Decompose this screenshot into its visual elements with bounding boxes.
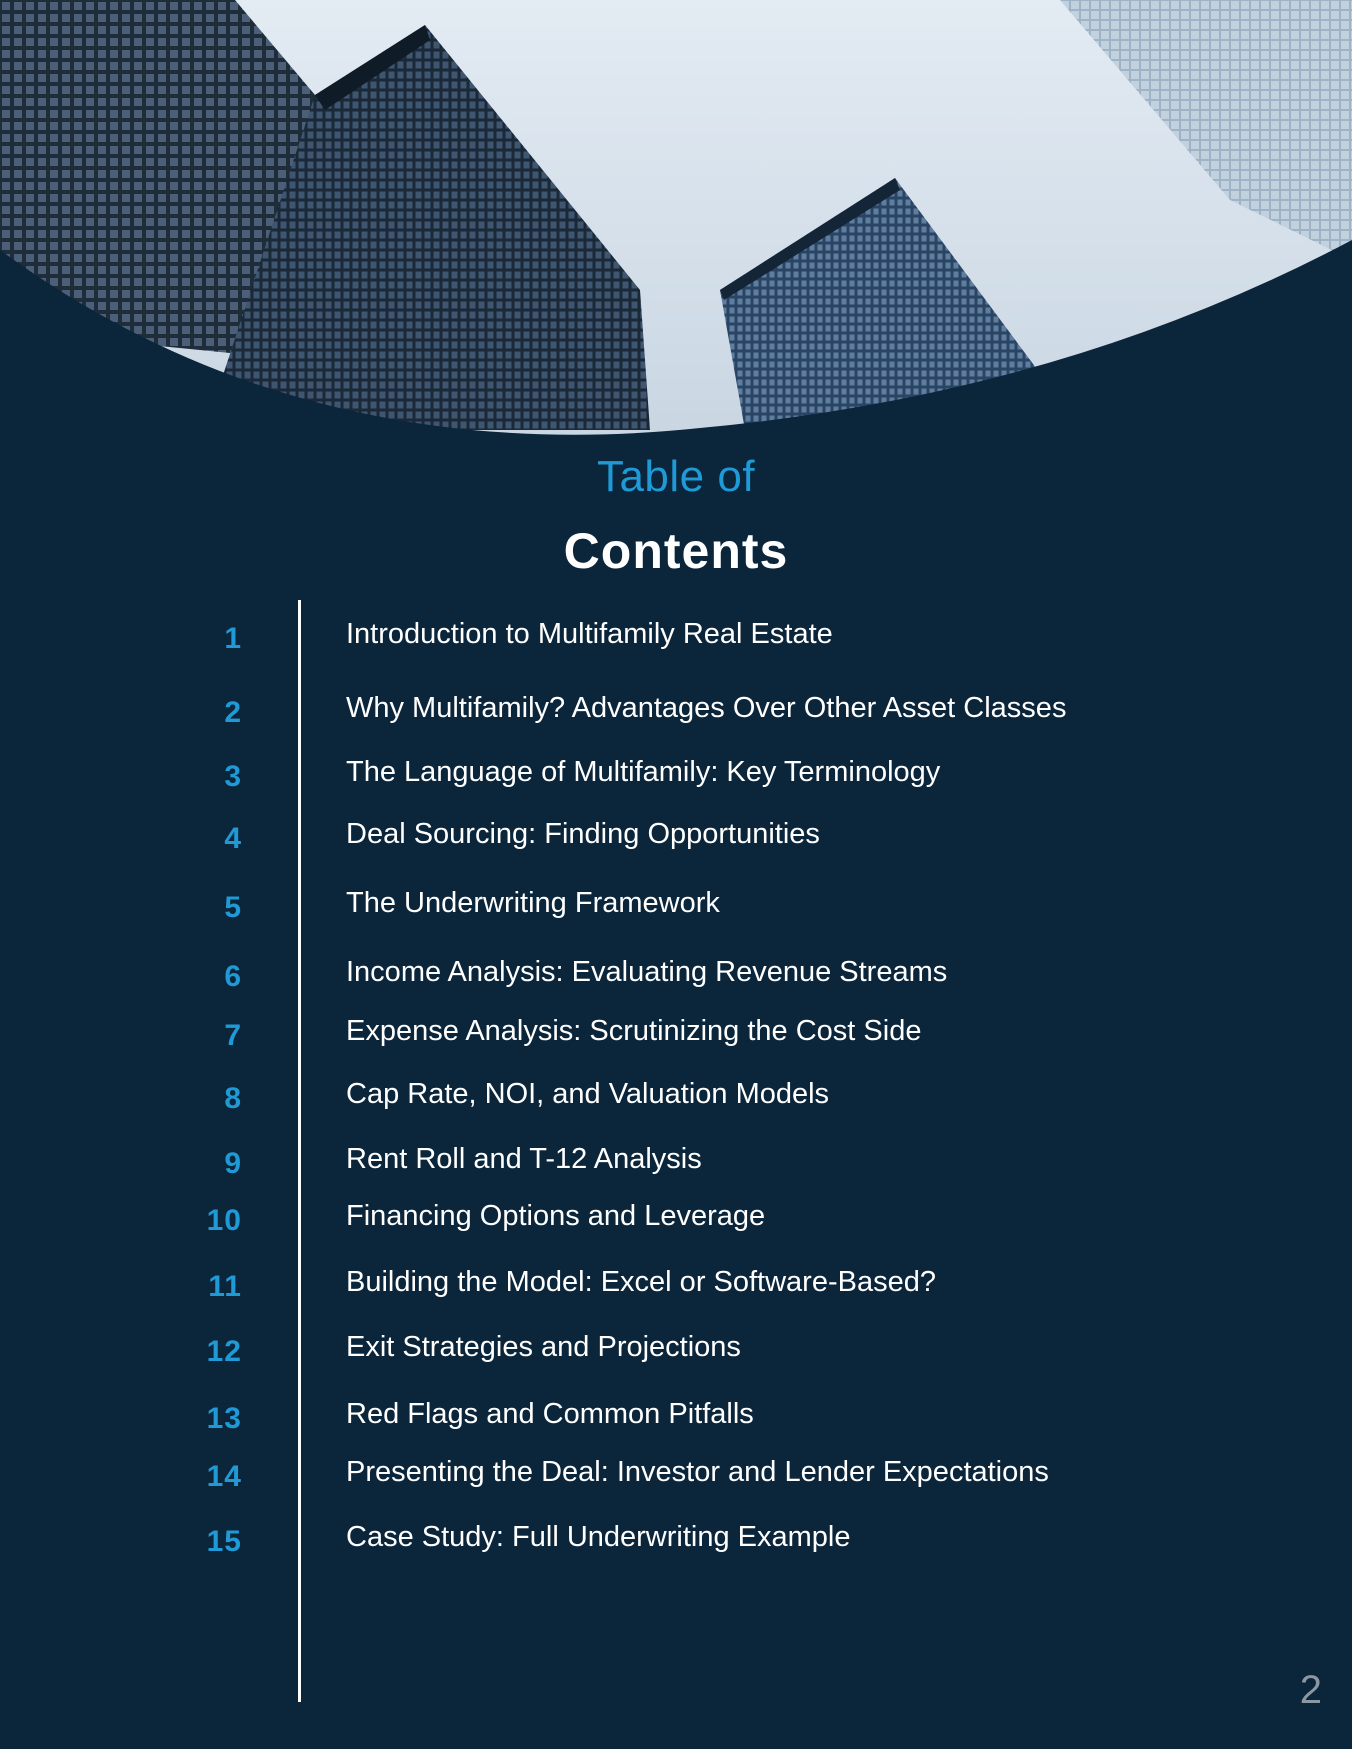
toc-entry[interactable]: [0, 1521, 1352, 1571]
toc-entry[interactable]: [0, 956, 1352, 1006]
toc-entry-number: 10: [206, 1204, 242, 1237]
toc-entry-title: Case Study: Full Underwriting Example: [346, 1521, 851, 1553]
toc-entry-number: 1: [224, 622, 242, 655]
toc-entry-number: 13: [206, 1402, 242, 1435]
title-line-1: Table of: [596, 452, 756, 501]
toc-entry-title: Income Analysis: Evaluating Revenue Streams: [346, 956, 948, 988]
toc-entry[interactable]: [0, 618, 1352, 668]
toc-entry[interactable]: [0, 1266, 1352, 1316]
toc-entry-title: Presenting the Deal: Investor and Lender Expectations: [346, 1456, 1049, 1488]
toc-entry-title: Cap Rate, NOI, and Valuation Models: [346, 1078, 830, 1110]
toc-entry-number: 11: [208, 1270, 242, 1303]
toc-entry-title: Why Multifamily? Advantages Over Other Asset Classes: [346, 692, 1067, 724]
toc-entry-number: 7: [224, 1019, 242, 1052]
toc-entry-title: Introduction to Multifamily Real Estate: [346, 618, 833, 650]
skyscrapers-photo: [0, 0, 1352, 440]
toc-entry[interactable]: [0, 1143, 1352, 1193]
page-number: 2: [1299, 1668, 1322, 1712]
title-line-2: Contents: [563, 523, 789, 579]
toc-entry[interactable]: [0, 1200, 1352, 1250]
toc-entry[interactable]: [0, 692, 1352, 742]
toc-entry-title: Red Flags and Common Pitfalls: [346, 1398, 754, 1430]
toc-entry[interactable]: [0, 818, 1352, 868]
toc-entry[interactable]: [0, 1456, 1352, 1506]
toc-entry-title: The Underwriting Framework: [346, 887, 720, 919]
toc-entry-number: 3: [224, 760, 242, 793]
toc-entry[interactable]: [0, 1398, 1352, 1448]
toc-entry-number: 14: [206, 1460, 242, 1493]
toc-entry-number: 6: [224, 960, 242, 993]
toc-entry-number: 2: [224, 696, 242, 729]
toc-entry-title: Financing Options and Leverage: [346, 1200, 766, 1232]
toc-entry-number: 15: [206, 1525, 242, 1558]
toc-entry-number: 8: [224, 1082, 242, 1115]
toc-entry[interactable]: [0, 1015, 1352, 1065]
toc-entry[interactable]: [0, 887, 1352, 937]
toc-entry-number: 9: [224, 1147, 242, 1180]
toc-entry-title: Building the Model: Excel or Software-Based?: [346, 1266, 936, 1298]
toc-entry[interactable]: [0, 756, 1352, 806]
toc-entry-title: Expense Analysis: Scrutinizing the Cost Side: [346, 1015, 922, 1047]
toc-entry-number: 5: [224, 891, 242, 924]
toc-entry-title: Rent Roll and T-12 Analysis: [346, 1143, 702, 1175]
toc-entry-title: The Language of Multifamily: Key Terminology: [346, 756, 941, 788]
toc-entry-title: Deal Sourcing: Finding Opportunities: [346, 818, 820, 850]
toc-entry[interactable]: [0, 1331, 1352, 1381]
toc-entry-title: Exit Strategies and Projections: [346, 1331, 741, 1363]
toc-entry-number: 12: [206, 1335, 242, 1368]
toc-entry[interactable]: [0, 1078, 1352, 1128]
toc-entry-number: 4: [224, 822, 242, 855]
